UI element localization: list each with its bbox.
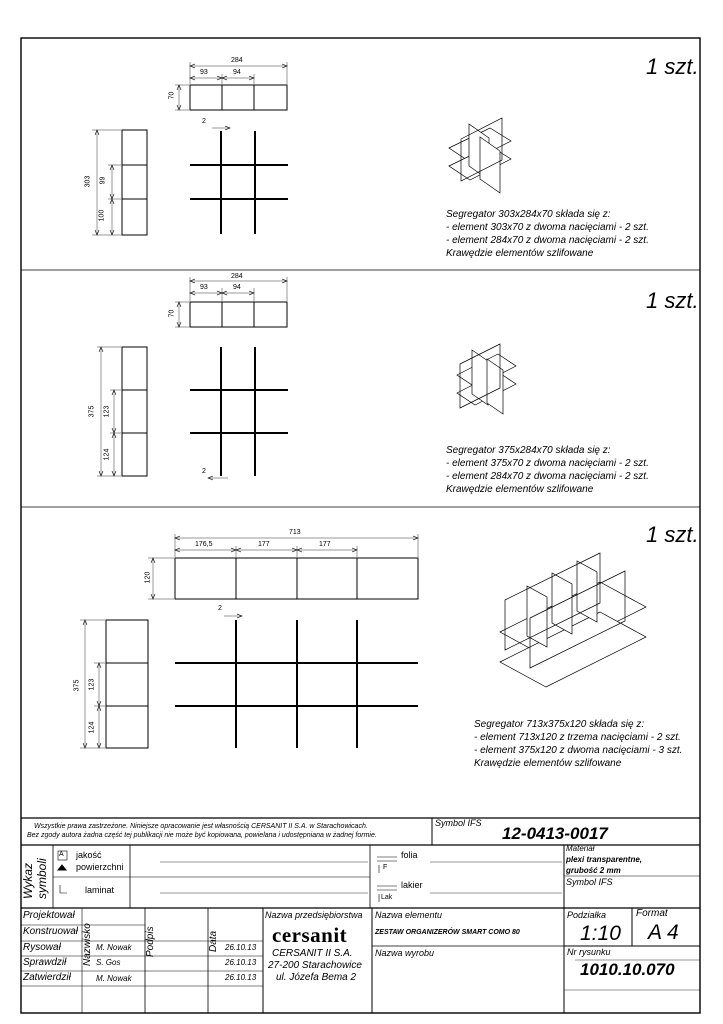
name-sprawdzil: S. Gos	[96, 958, 121, 967]
date-rysowal: 26.10.13	[225, 943, 257, 952]
date-sprawdzil: 26.10.13	[225, 958, 257, 967]
s3-quantity: 1 szt.	[646, 522, 699, 547]
symbol-a: A	[59, 851, 64, 858]
symbol-ifs-value: 12-0413-0017	[502, 824, 608, 843]
s1-side-view	[122, 130, 147, 235]
s1-dim-c2: 94	[233, 69, 241, 76]
s1-dim-slot: 2	[202, 118, 206, 125]
company-name: CERSANIT II S.A.	[272, 948, 353, 959]
name-zatwierdzil: M. Nowak	[96, 974, 132, 983]
s3-dim-side-c2: 124	[88, 721, 96, 734]
scale-value: 1:10	[580, 922, 621, 945]
wyrob-label: Nazwa wyrobu	[375, 948, 435, 958]
drawing-no-value: 1010.10.070	[580, 960, 675, 979]
role-rysowal: Rysował	[23, 942, 61, 953]
podpis-header: Podpis	[145, 926, 156, 957]
s3-dim-c2: 177	[258, 541, 270, 548]
symbol-ifs-label: Symbol IFS	[435, 818, 482, 828]
role-konstruowal: Konstruował	[23, 926, 79, 937]
s3-side-view	[106, 620, 148, 748]
s1-isometric-view	[449, 118, 511, 193]
s3-grid-plan	[175, 620, 418, 748]
copyright-line-2: Bez zgody autora żadna część tej publikacji nie może być kopiowana, powielana i udostępniana w żadnej formie.	[27, 832, 377, 839]
company-address-2: ul. Józefa Bema 2	[276, 972, 357, 983]
s2-dim-c2: 94	[233, 284, 241, 291]
s1-dim-side-c2: 100	[98, 209, 106, 222]
material-line-2: grubość 2 mm	[566, 866, 621, 875]
wykaz-label: Wykaz	[21, 863, 35, 899]
format-value: A 4	[648, 921, 679, 944]
s3-dim-slot: 2	[218, 605, 222, 612]
s2-quantity: 1 szt.	[646, 288, 699, 313]
s3-dim-total: 713	[289, 529, 301, 536]
s2-dim-c1: 93	[200, 284, 208, 291]
symboli-label: symboli	[35, 858, 49, 899]
s2-grid-plan	[190, 347, 288, 476]
copyright-line-1: Wszystkie prawa zastrzeżone. Niniejsze opracowanie jest własnością CERSANIT II S.A. w Starachowicach.	[34, 823, 368, 830]
drawing-no-label: Nr rysunku	[567, 947, 611, 957]
company-address-1: 27-200 Starachowice	[268, 960, 362, 971]
s2-dim-side-c2: 124	[103, 448, 111, 461]
s1-dim-height: 70	[168, 91, 176, 100]
s3-dim-side-c1: 123	[88, 678, 96, 691]
s2-top-view	[190, 302, 287, 327]
s1-grid-plan	[190, 131, 288, 234]
lakier-label: lakier	[401, 880, 423, 890]
s1-dim-side-c1: 99	[99, 176, 107, 185]
s2-dim-height: 70	[168, 309, 176, 318]
s2-dim-side-total: 375	[88, 405, 96, 418]
s3-description: Segregator 713x375x120 składa się z: - element 713x120 z trzema nacięciami - 2 szt. - element 375x120 z dwoma nacięciami - 3 szt. Krawędzie elementów szlifowane	[474, 719, 683, 769]
format-label: Format	[636, 908, 668, 919]
scale-label: Podziałka	[567, 910, 607, 920]
laminat-label: laminat	[85, 885, 115, 895]
material-line-1: plexi transparentne,	[566, 855, 643, 864]
s1-dim-total: 284	[231, 57, 243, 64]
s2-description: Segregator 375x284x70 składa się z: - element 375x70 z dwoma nacięciami - 2 szt. - element 284x70 z dwoma nacięciami - 2 szt. Krawędzie elementów szlifowane	[446, 445, 649, 495]
name-rysowal: M. Nowak	[96, 943, 132, 952]
s3-dim-height: 120	[144, 571, 152, 584]
s2-dim-slot: 2	[202, 468, 206, 475]
data-header: Data	[208, 930, 219, 952]
s2-isometric-view	[457, 344, 516, 414]
s1-description: Segregator 303x284x70 składa się z: - element 303x70 z dwoma nacięciami - 2 szt. - element 284x70 z dwoma nacięciami - 2 szt. Krawędzie elementów szlifowane	[446, 209, 649, 259]
lakier-symbol: Lak	[381, 894, 393, 901]
element-label: Nazwa elementu	[375, 910, 443, 920]
s1-quantity: 1 szt.	[646, 54, 699, 79]
element-value: ZESTAW ORGANIZERÓW SMART COMO 80	[375, 929, 520, 936]
material-label: Materiał	[566, 844, 595, 853]
company-logo: cersanit	[272, 923, 348, 947]
folia-label: folia	[401, 850, 418, 860]
s1-dim-side-total: 303	[84, 175, 92, 188]
powierzchni-label: powierzchni	[76, 862, 124, 872]
s2-dim-total: 284	[231, 273, 243, 280]
s3-isometric-view	[500, 553, 646, 687]
company-label: Nazwa przedsiębiorstwa	[265, 910, 363, 920]
symbol-ifs-2-label: Symbol IFS	[566, 877, 613, 887]
s1-top-view	[190, 85, 287, 110]
s3-dim-c3: 177	[319, 541, 331, 548]
s1-dim-c1: 93	[200, 69, 208, 76]
s2-dim-side-c1: 123	[103, 405, 111, 418]
section-3-geometry	[80, 534, 646, 748]
s3-dim-c1: 176,5	[195, 541, 213, 548]
date-zatwierdzil: 26.10.13	[225, 973, 257, 982]
folia-symbol: F	[383, 864, 388, 871]
s3-dim-side-total: 375	[73, 679, 81, 692]
nazwisko-header: Nazwisko	[82, 923, 93, 966]
jakosc-label: jakość	[76, 850, 102, 860]
role-projektowal: Projektował	[23, 910, 75, 921]
s2-side-view	[122, 347, 147, 476]
role-zatwierdzil: Zatwierdził	[23, 972, 71, 983]
role-sprawdzil: Sprawdził	[23, 957, 67, 968]
